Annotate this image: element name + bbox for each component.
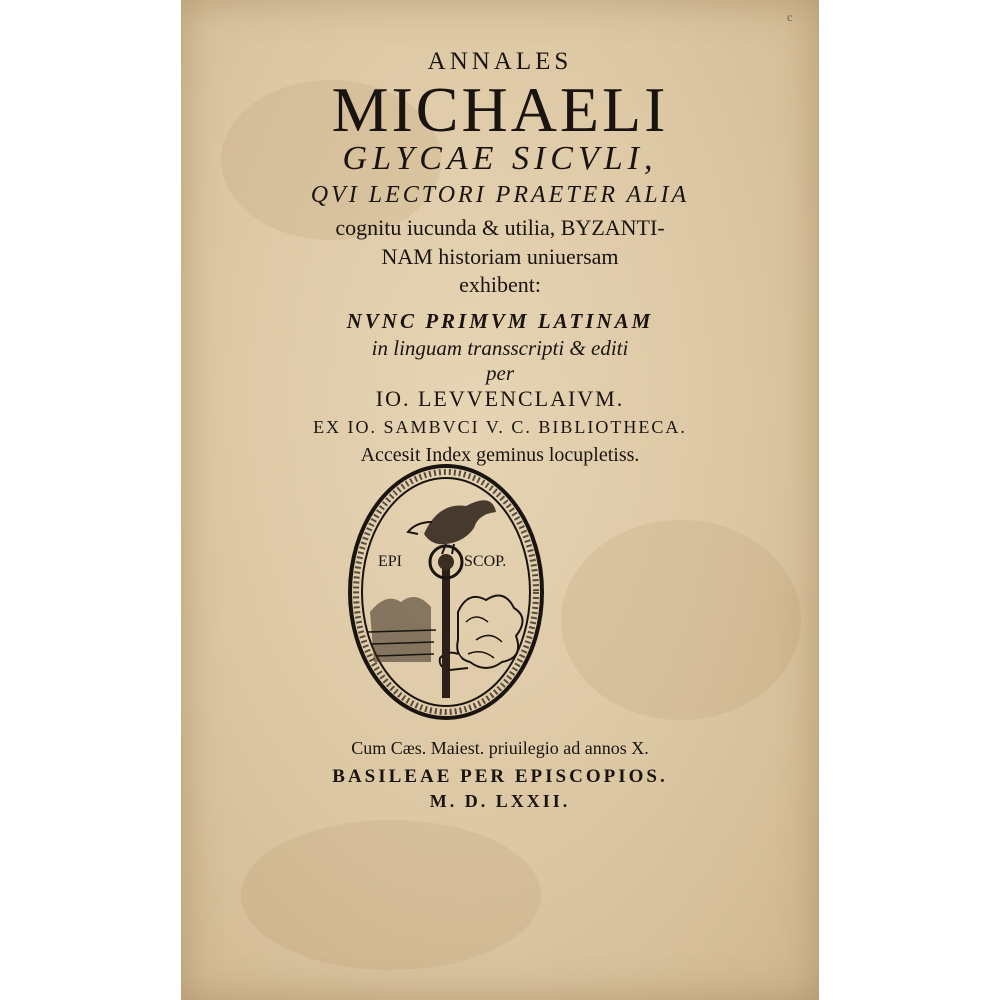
translation-line-1: NVNC PRIMVM LATINAM bbox=[346, 309, 654, 333]
device-motto-left: EPI bbox=[378, 553, 402, 570]
translation-per: per bbox=[486, 361, 514, 385]
title-page bbox=[181, 0, 819, 1000]
date-line: M. D. LXXII. bbox=[429, 791, 571, 811]
title-author-surname: GLYCAE SICVLI, bbox=[342, 140, 658, 177]
title-annales: ANNALES bbox=[427, 48, 573, 75]
source-library: EX IO. SAMBVCI V. C. BIBLIOTHECA. bbox=[313, 417, 687, 437]
privilege-line: Cum Cæs. Maiest. priuilegio ad annos X. bbox=[351, 738, 649, 758]
index-note: Accesit Index geminus locupletiss. bbox=[360, 444, 640, 466]
paper-stain bbox=[561, 520, 801, 720]
subtitle-line-4: exhibent: bbox=[459, 272, 541, 297]
subtitle-line-3: NAM historiam uniuersam bbox=[381, 244, 619, 269]
subtitle-line-2: cognitu iucunda & utilia, BYZANTI- bbox=[335, 215, 665, 240]
device-motto-right: SCOP. bbox=[464, 553, 507, 570]
imprint-line: BASILEAE PER EPISCOPIOS. bbox=[332, 766, 668, 787]
corner-mark: c bbox=[787, 10, 793, 24]
title-author-name: MICHAELI bbox=[331, 74, 669, 145]
translation-line-2: in linguam transscripti & editi bbox=[371, 336, 629, 360]
translator-name: IO. LEVVENCLAIVM. bbox=[375, 386, 625, 411]
printer-device-emblem bbox=[346, 462, 546, 722]
paper-stain bbox=[241, 820, 541, 970]
subtitle-line-1: QVI LECTORI PRAETER ALIA bbox=[310, 182, 690, 208]
